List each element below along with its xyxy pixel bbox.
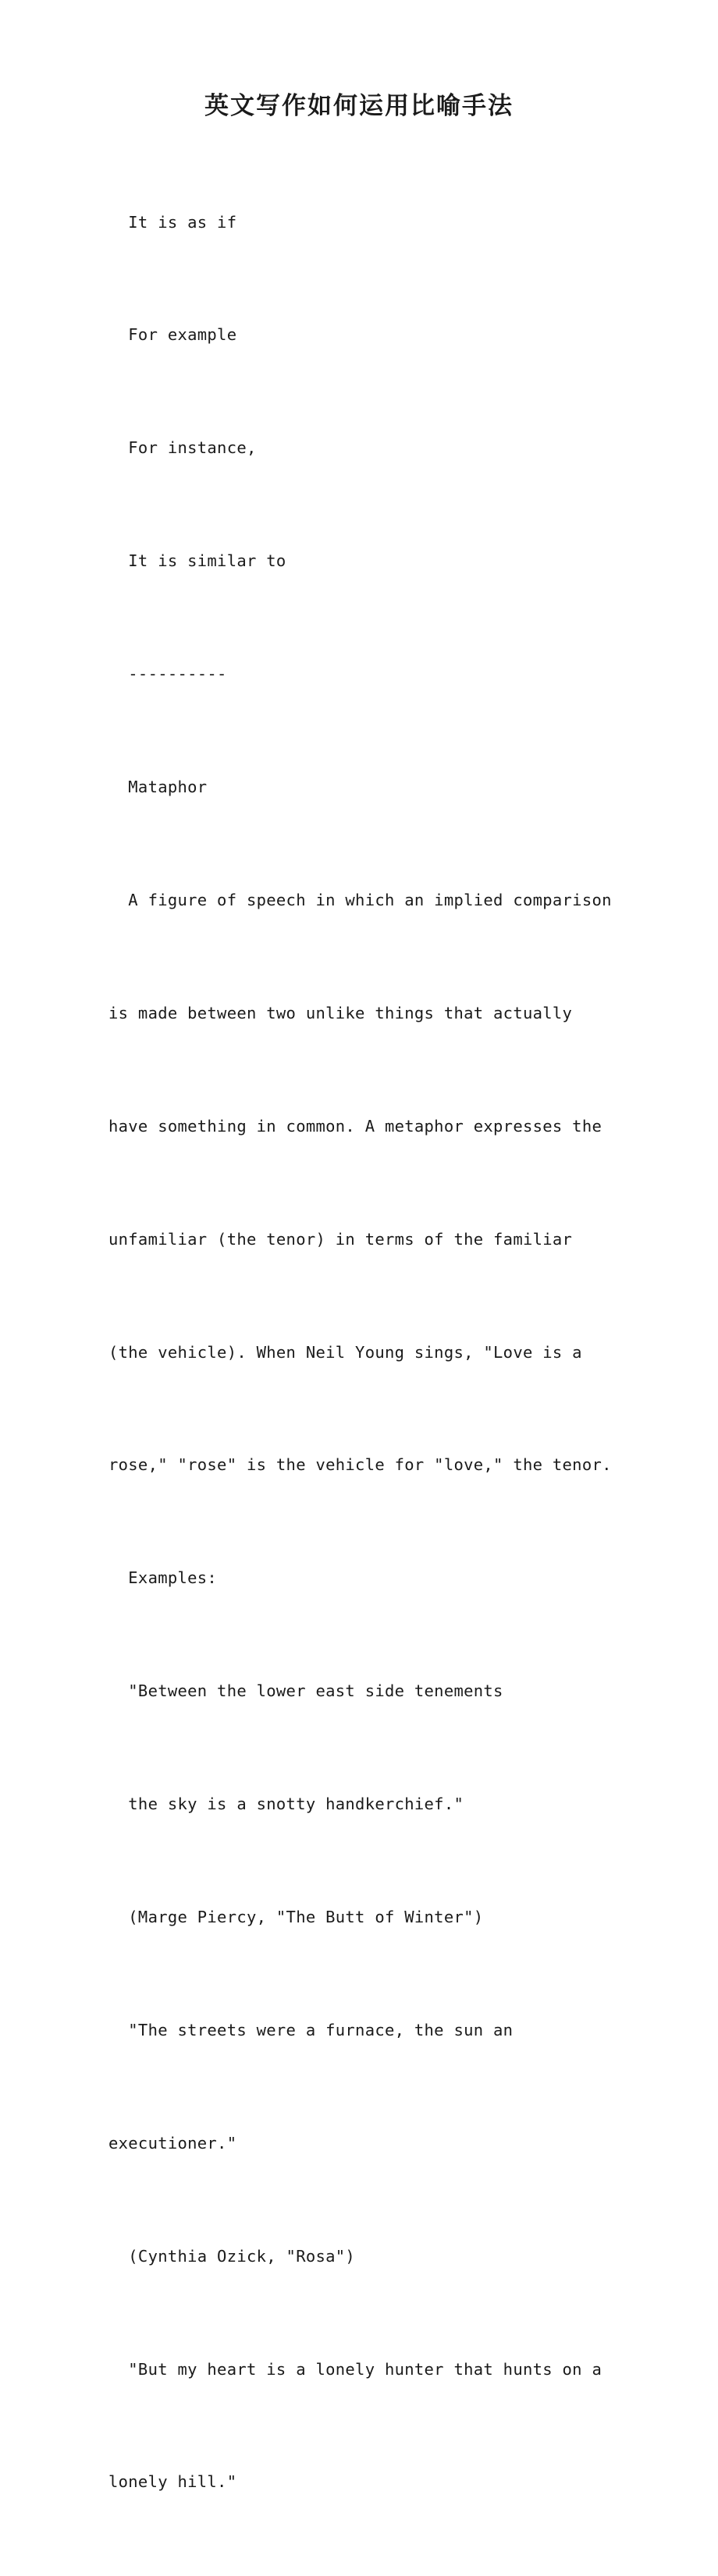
document-body [108, 128, 616, 2576]
citation-line: (Cynthia Ozick, "Rosa") [108, 2246, 356, 2266]
citation-line: (Marge Piercy, "The Butt of Winter") [108, 1907, 484, 1926]
quote-line: "Between the lower east side tenements [108, 1681, 503, 1701]
quote-line: lonely hill." [108, 2472, 237, 2492]
text-line: have something in common. A metaphor expresses the [108, 1116, 602, 1136]
quote-line: executioner." [108, 2133, 237, 2153]
text-line: It is similar to [108, 551, 286, 571]
text-line: For instance, [108, 438, 257, 458]
divider-line: ---------- [108, 664, 227, 684]
text-line: rose," "rose" is the vehicle for "love," the tenor. [108, 1455, 612, 1475]
text-line: (the vehicle). When Neil Young sings, "Love is a [108, 1342, 582, 1362]
quote-line: "But my heart is a lonely hunter that hunts on a [108, 2359, 602, 2379]
text-line: For example [108, 325, 237, 345]
text-line: is made between two unlike things that actually [108, 1003, 573, 1022]
text-line: A figure of speech in which an implied comparison [108, 890, 612, 909]
quote-line: "The streets were a furnace, the sun an [108, 2020, 514, 2039]
quote-line: the sky is a snotty handkerchief." [108, 1795, 464, 1814]
section-heading: Mataphor [108, 778, 208, 797]
page-title: 英文写作如何运用比喻手法 [204, 92, 514, 120]
text-line: It is as if [108, 212, 237, 232]
examples-label: Examples: [108, 1568, 218, 1588]
text-line: unfamiliar (the tenor) in terms of the familiar [108, 1229, 573, 1249]
